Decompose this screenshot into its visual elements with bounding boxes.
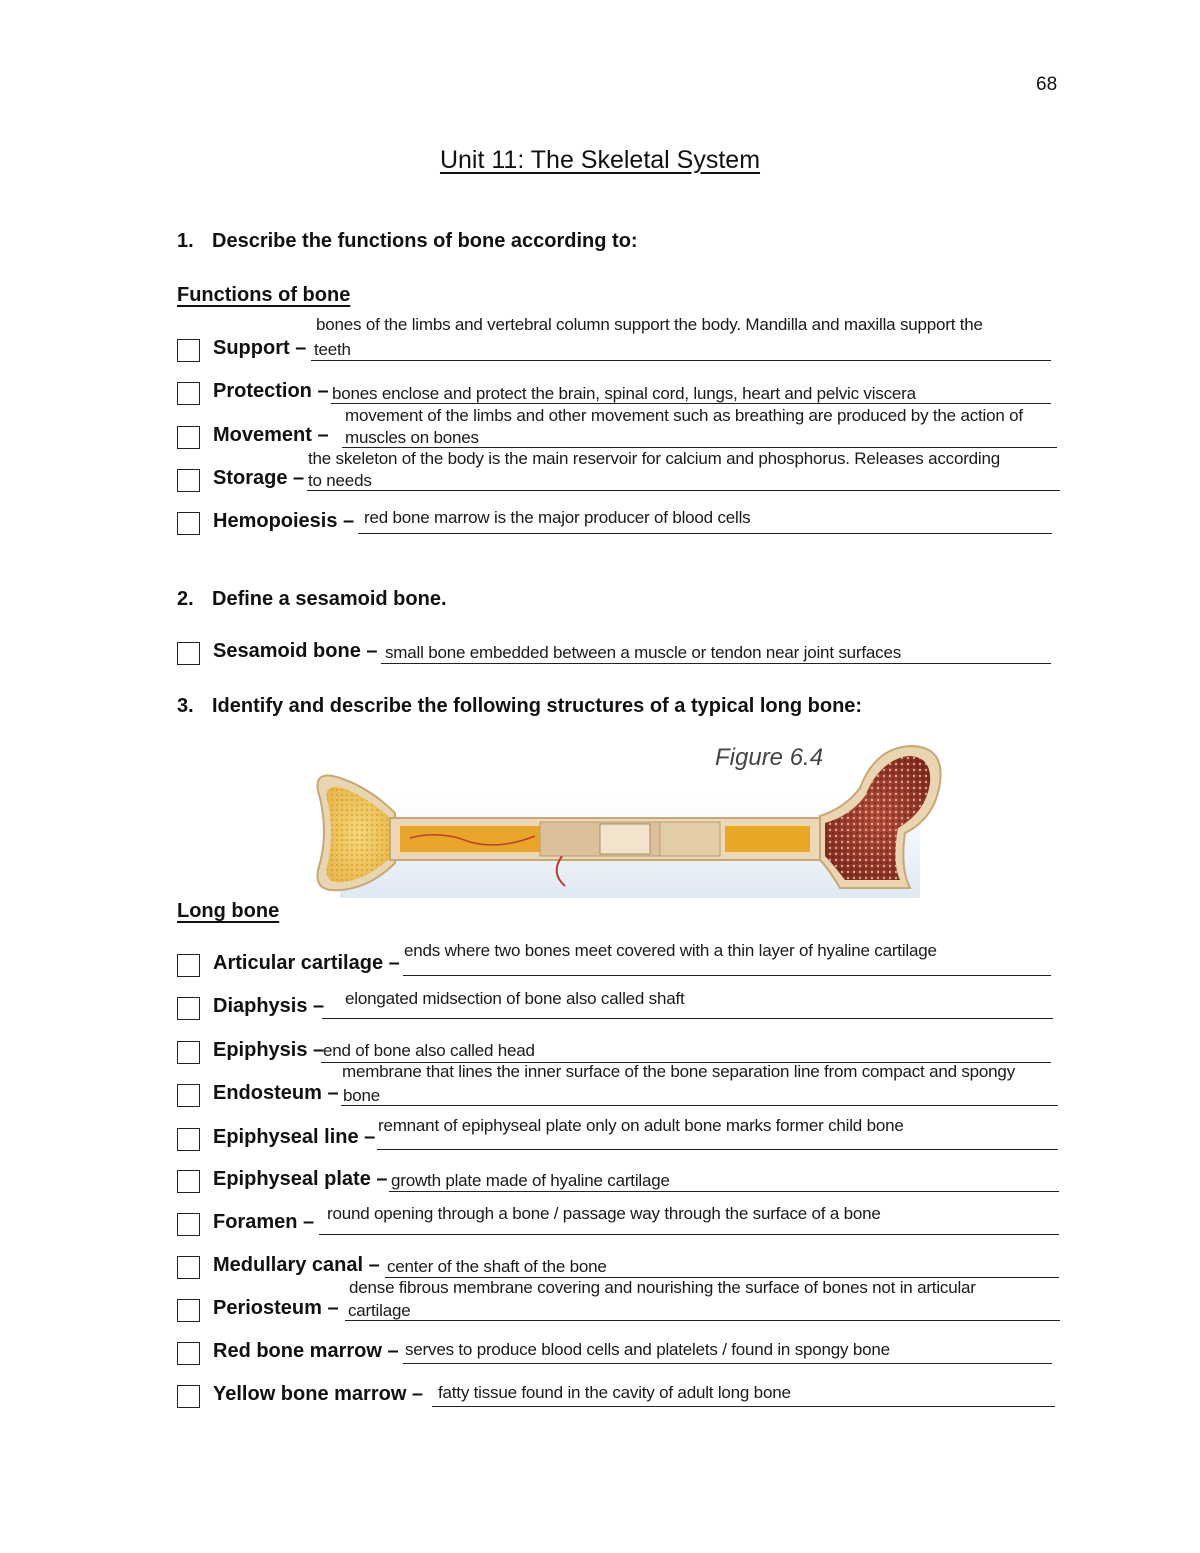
item-label: Yellow bone marrow – bbox=[213, 1383, 424, 1405]
answer-text[interactable]: elongated midsection of bone also called shaft bbox=[345, 989, 685, 1008]
item-epiphyseal-plate bbox=[177, 1168, 1177, 1198]
checkbox[interactable] bbox=[177, 1170, 200, 1193]
question-3-heading bbox=[177, 695, 862, 718]
answer-text[interactable]: movement of the limbs and other movement such as breathing are produced by the action of bbox=[345, 406, 1023, 425]
answer-line bbox=[381, 663, 1051, 664]
checkbox[interactable] bbox=[177, 1299, 200, 1322]
item-label: Support – bbox=[213, 337, 307, 359]
answer-line bbox=[307, 490, 1060, 491]
checkbox[interactable] bbox=[177, 512, 200, 535]
checkbox[interactable] bbox=[177, 1385, 200, 1408]
answer-line bbox=[403, 1363, 1052, 1364]
item-label: Articular cartilage – bbox=[213, 952, 400, 974]
answer-text[interactable]: fatty tissue found in the cavity of adult long bone bbox=[438, 1383, 791, 1402]
question-1-heading bbox=[177, 230, 638, 253]
item-support bbox=[177, 315, 1177, 367]
item-label: Periosteum – bbox=[213, 1297, 339, 1319]
item-label: Endosteum – bbox=[213, 1082, 339, 1104]
item-label: Storage – bbox=[213, 467, 305, 489]
item-label: Foramen – bbox=[213, 1211, 315, 1233]
answer-text[interactable]: serves to produce blood cells and platelets / found in spongy bone bbox=[405, 1340, 890, 1359]
checkbox[interactable] bbox=[177, 426, 200, 449]
answer-text[interactable]: small bone embedded between a muscle or tendon near joint surfaces bbox=[385, 643, 902, 662]
item-diaphysis bbox=[177, 989, 1177, 1025]
answer-text-continued[interactable]: to needs bbox=[308, 471, 372, 490]
checkbox[interactable] bbox=[177, 1128, 200, 1151]
answer-text[interactable]: end of bone also called head bbox=[323, 1041, 535, 1060]
item-label: Red bone marrow – bbox=[213, 1340, 399, 1362]
answer-text[interactable]: ends where two bones meet covered with a thin layer of hyaline cartilage bbox=[404, 941, 937, 960]
answer-text[interactable]: round opening through a bone / passage way through the surface of a bone bbox=[327, 1204, 881, 1223]
compact-bone-section bbox=[600, 824, 650, 854]
checkbox[interactable] bbox=[177, 469, 200, 492]
checkbox[interactable] bbox=[177, 1342, 200, 1365]
long-bone-subheading: Long bone bbox=[177, 900, 280, 922]
item-red-bone-marrow bbox=[177, 1340, 1177, 1370]
long-bone-figure bbox=[300, 738, 950, 898]
answer-line bbox=[322, 1018, 1053, 1019]
checkbox[interactable] bbox=[177, 1084, 200, 1107]
item-label: Epiphyseal plate – bbox=[213, 1168, 388, 1190]
question-number: 1. bbox=[177, 230, 194, 252]
question-text: Describe the functions of bone according to: bbox=[212, 230, 638, 252]
medullary-cavity-right bbox=[725, 826, 810, 852]
answer-text[interactable]: dense fibrous membrane covering and nourishing the surface of bones not in articular bbox=[349, 1278, 976, 1297]
answer-line bbox=[358, 533, 1052, 534]
answer-text[interactable]: the skeleton of the body is the main reservoir for calcium and phosphorus. Releases according bbox=[308, 449, 1001, 468]
long-bone-illustration bbox=[300, 738, 950, 898]
checkbox[interactable] bbox=[177, 997, 200, 1020]
answer-line bbox=[311, 360, 1051, 361]
answer-text-continued[interactable]: bone bbox=[343, 1086, 381, 1105]
answer-text-continued[interactable]: cartilage bbox=[348, 1301, 411, 1320]
answer-text[interactable]: growth plate made of hyaline cartilage bbox=[391, 1171, 670, 1190]
item-periosteum bbox=[177, 1278, 1177, 1327]
page-title: Unit 11: The Skeletal System bbox=[439, 146, 761, 174]
answer-line bbox=[319, 1234, 1059, 1235]
answer-text[interactable]: center of the shaft of the bone bbox=[387, 1257, 607, 1276]
answer-text[interactable]: bones enclose and protect the brain, spinal cord, lungs, heart and pelvic viscera bbox=[332, 384, 916, 403]
item-foramen bbox=[177, 1204, 1177, 1241]
item-label: Movement – bbox=[213, 424, 329, 446]
answer-text-continued[interactable]: teeth bbox=[314, 340, 351, 359]
item-endosteum bbox=[177, 1062, 1177, 1112]
item-label: Diaphysis – bbox=[213, 995, 325, 1017]
answer-text-continued[interactable]: muscles on bones bbox=[345, 428, 479, 447]
question-number: 2. bbox=[177, 588, 194, 610]
item-label: Sesamoid bone – bbox=[213, 640, 378, 662]
medullary-cavity-left bbox=[400, 826, 540, 852]
item-label: Protection – bbox=[213, 380, 329, 402]
item-articular-cartilage bbox=[177, 941, 1177, 982]
answer-line bbox=[345, 1320, 1060, 1321]
answer-line bbox=[341, 1105, 1058, 1106]
item-label: Epiphysis – bbox=[213, 1039, 325, 1061]
answer-text[interactable]: remnant of epiphyseal plate only on adult bone marks former child bone bbox=[378, 1116, 904, 1135]
figure-caption: Figure 6.4 bbox=[715, 744, 824, 771]
question-text: Define a sesamoid bone. bbox=[212, 588, 447, 610]
item-hemopoiesis bbox=[177, 510, 1177, 540]
item-storage bbox=[177, 449, 1177, 497]
page-number: 68 bbox=[1036, 74, 1058, 95]
checkbox[interactable] bbox=[177, 1256, 200, 1279]
item-label: Hemopoiesis – bbox=[213, 510, 355, 532]
question-text: Identify and describe the following structures of a typical long bone: bbox=[212, 695, 863, 717]
checkbox[interactable] bbox=[177, 954, 200, 977]
functions-subheading: Functions of bone bbox=[177, 284, 351, 306]
checkbox[interactable] bbox=[177, 382, 200, 405]
checkbox[interactable] bbox=[177, 642, 200, 665]
answer-line bbox=[403, 975, 1051, 976]
item-epiphyseal-line bbox=[177, 1116, 1177, 1156]
shaft-wall bbox=[660, 822, 720, 856]
item-yellow-bone-marrow bbox=[177, 1383, 1177, 1413]
answer-line bbox=[389, 1191, 1059, 1192]
question-2-heading bbox=[177, 588, 447, 611]
item-sesamoid-bone bbox=[177, 640, 1177, 670]
item-label: Epiphyseal line – bbox=[213, 1126, 376, 1148]
answer-text[interactable]: red bone marrow is the major producer of blood cells bbox=[364, 508, 751, 527]
checkbox[interactable] bbox=[177, 1041, 200, 1064]
checkbox[interactable] bbox=[177, 1213, 200, 1236]
question-number: 3. bbox=[177, 695, 194, 717]
answer-line bbox=[377, 1149, 1058, 1150]
checkbox[interactable] bbox=[177, 339, 200, 362]
answer-text[interactable]: bones of the limbs and vertebral column support the body. Mandilla and maxilla support the bbox=[316, 315, 983, 334]
answer-text[interactable]: membrane that lines the inner surface of the bone separation line from compact and spongy bbox=[342, 1062, 1015, 1081]
answer-line bbox=[432, 1406, 1055, 1407]
item-label: Medullary canal – bbox=[213, 1254, 380, 1276]
